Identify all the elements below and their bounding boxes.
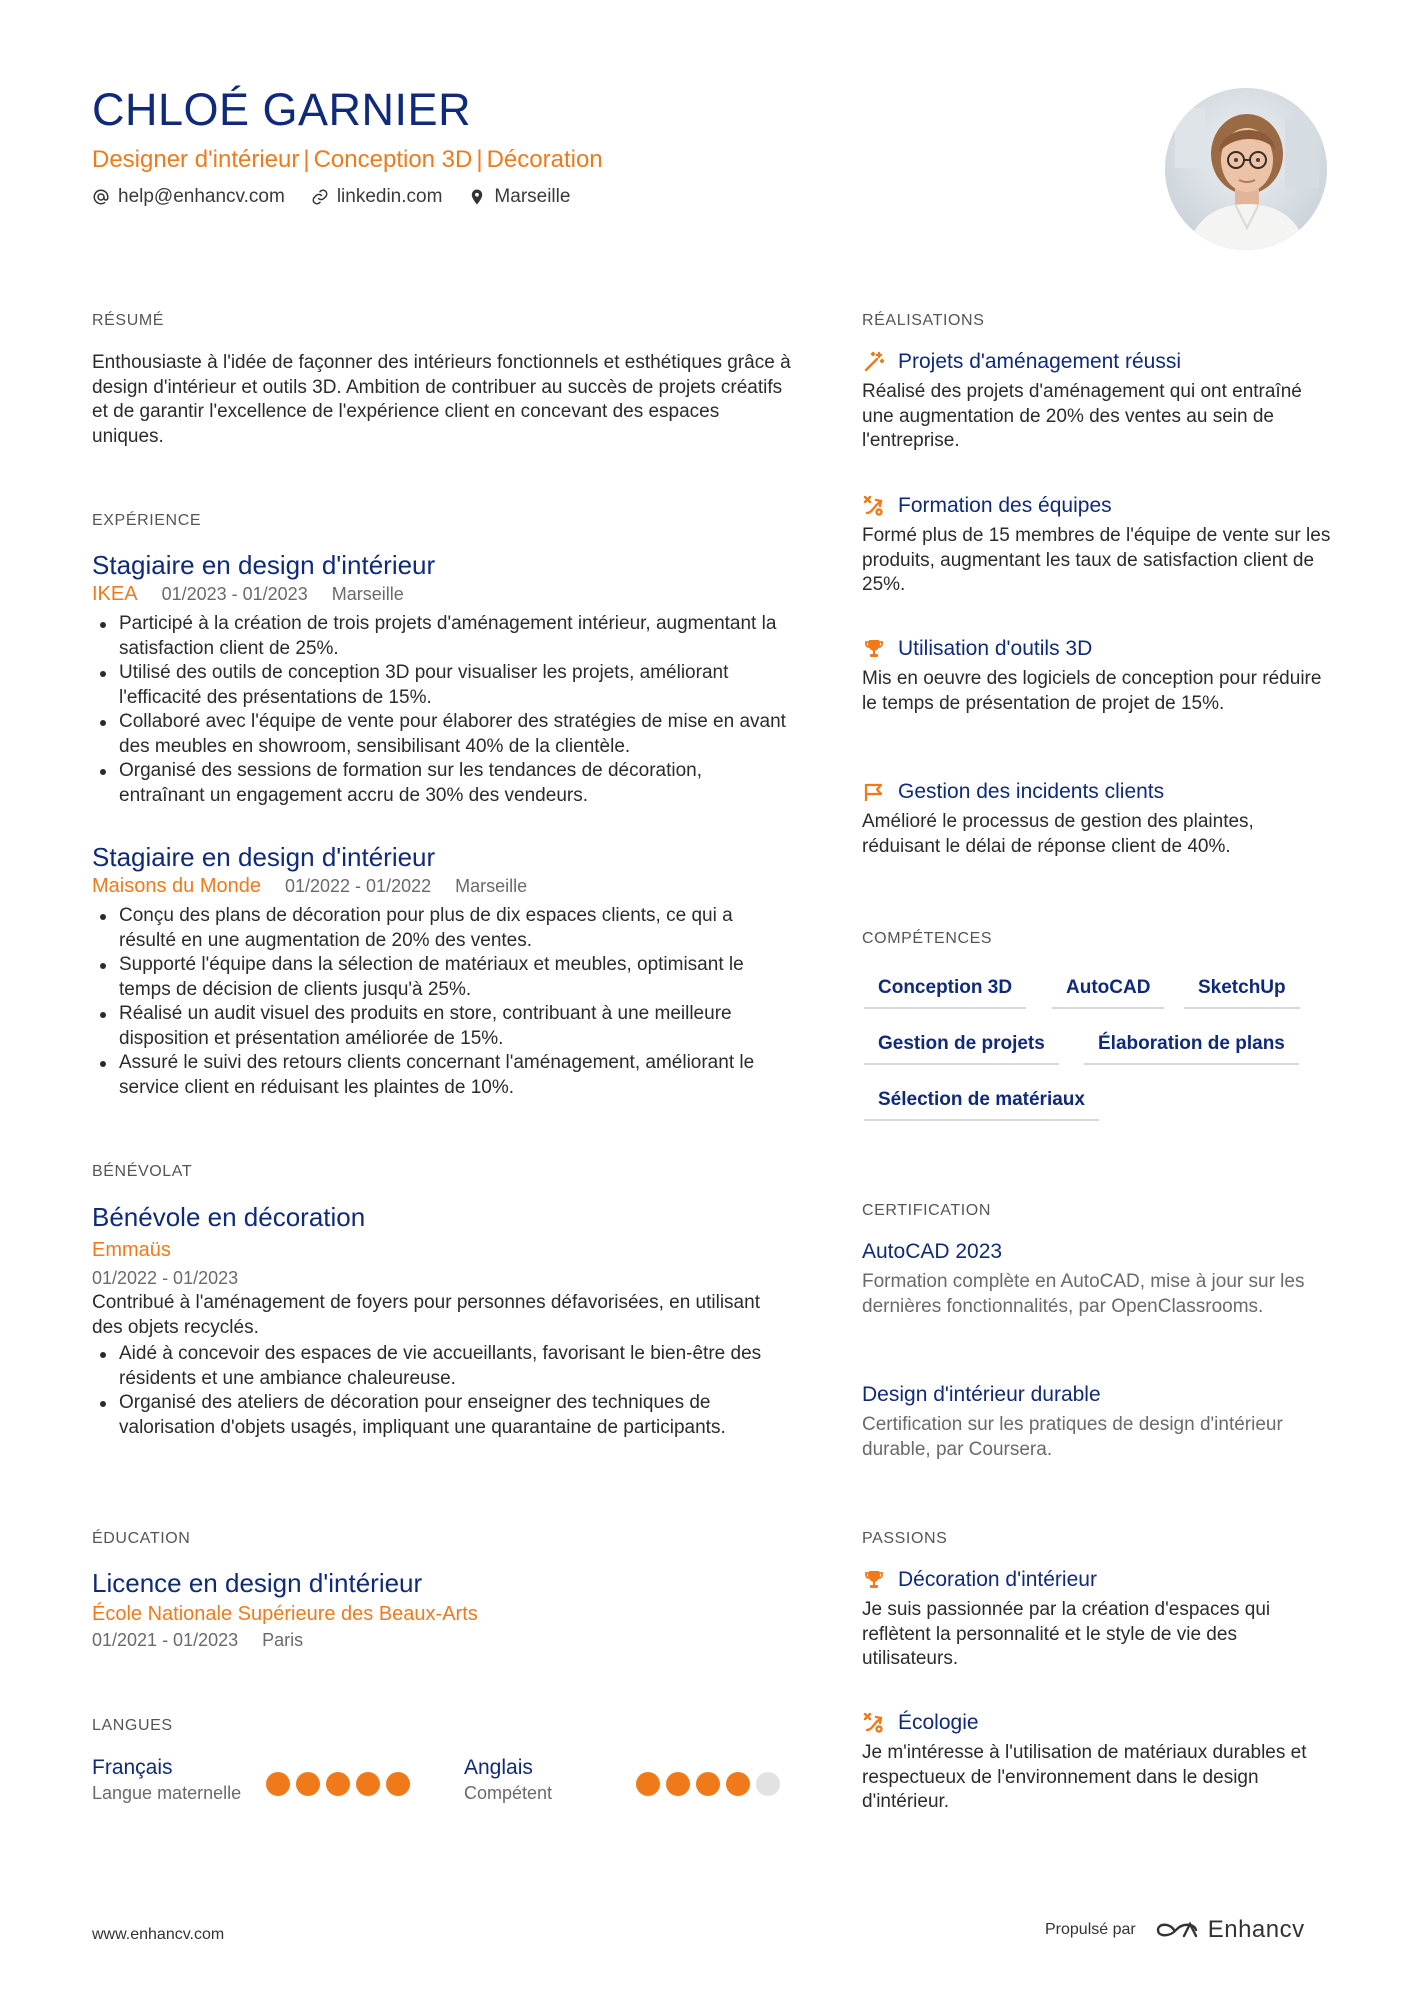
skill-tag: Élaboration de plans <box>1084 1033 1299 1065</box>
volunteer-org: Emmaüs <box>92 1239 171 1261</box>
email-text: help@enhancv.com <box>118 186 285 207</box>
skill-tag: AutoCAD <box>1052 977 1164 1009</box>
experience-meta <box>92 875 792 898</box>
certification-section-title: CERTIFICATION <box>862 1202 991 1219</box>
volunteer-item <box>92 1202 792 1440</box>
experience-dates: 01/2022 - 01/2022 <box>284 876 432 896</box>
bullet-item: Conçu des plans de décoration pour plus de dix espaces clients, ce qui a résulté en une augmentation de 20% des ventes. <box>92 904 792 953</box>
skills-section-title: COMPÉTENCES <box>862 930 993 947</box>
achievement-title: Gestion des incidents clients <box>898 780 1165 803</box>
bullet-item: Participé à la création de trois projets d'aménagement intérieur, augmentant la satisfaction client de 25%. <box>92 612 792 661</box>
experience-company: Maisons du Monde <box>92 875 261 897</box>
education-meta <box>92 1630 792 1651</box>
skill-tag: Conception 3D <box>864 977 1026 1009</box>
volunteer-description: Contribué à l'aménagement de foyers pour personnes défavorisées, en utilisant des objets recyclés. <box>92 1292 760 1338</box>
experience-bullets <box>92 904 792 1100</box>
rating-dot-empty <box>756 1772 780 1796</box>
certification-text: Formation complète en AutoCAD, mise à jour sur les dernières fonctionnalités, par OpenClassrooms. <box>862 1271 1305 1317</box>
trophy-icon <box>862 1568 886 1592</box>
skill-tag: SketchUp <box>1184 977 1300 1009</box>
profile-photo-illustration <box>1165 88 1327 250</box>
bullet-item: Supporté l'équipe dans la sélection de matériaux et meubles, optimisant le temps de décision de clients jusqu'à 25%. <box>92 953 792 1002</box>
language-level: Compétent <box>464 1783 553 1803</box>
skill-tag: Sélection de matériaux <box>864 1089 1099 1121</box>
rating-dot-filled <box>266 1772 290 1796</box>
rating-dot-filled <box>326 1772 350 1796</box>
flag-icon <box>862 780 886 804</box>
contact-linkedin[interactable] <box>311 186 443 208</box>
bullet-item: Organisé des sessions de formation sur les tendances de décoration, entraînant un engagement accru de 30% des vendeurs. <box>92 759 792 808</box>
magic-wand-icon <box>862 350 886 374</box>
location-pin-icon <box>468 188 486 206</box>
volunteer-section-title: BÉNÉVOLAT <box>92 1163 193 1180</box>
certification-title: AutoCAD 2023 <box>862 1240 1003 1263</box>
contact-location <box>468 186 570 208</box>
experience-role: Stagiaire en design d'intérieur <box>92 842 436 872</box>
experience-location: Marseille <box>331 584 404 604</box>
footer-website[interactable]: www.enhancv.com <box>92 1926 225 1943</box>
certification-item <box>862 1383 1332 1462</box>
job-title <box>92 146 603 174</box>
brand-logo[interactable] <box>1154 1916 1305 1944</box>
footer-branding <box>1045 1916 1305 1944</box>
languages-section-title: LANGUES <box>92 1717 173 1734</box>
achievement-text: Mis en oeuvre des logiciels de conception pour réduire le temps de présentation de projet de 15%. <box>862 668 1322 714</box>
volunteer-role: Bénévole en décoration <box>92 1202 366 1232</box>
achievement-item <box>862 780 1332 859</box>
bullet-item: Collaboré avec l'équipe de vente pour élaborer des stratégies de mise en avant des meubles en showroom, sensibilisant 40% de la clientèle. <box>92 710 792 759</box>
education-dates: 01/2021 - 01/2023 <box>92 1630 239 1650</box>
rating-dot-filled <box>356 1772 380 1796</box>
achievement-text: Réalisé des projets d'aménagement qui ont entraîné une augmentation de 20% des ventes au sein de l'entreprise. <box>862 381 1302 451</box>
certification-title: Design d'intérieur durable <box>862 1383 1101 1406</box>
summary-section-title: RÉSUMÉ <box>92 312 165 329</box>
passion-title: Décoration d'intérieur <box>898 1568 1097 1591</box>
passion-title: Écologie <box>898 1711 979 1734</box>
education-location: Paris <box>262 1630 304 1650</box>
trophy-icon <box>862 637 886 661</box>
experience-location: Marseille <box>455 876 528 896</box>
rating-dot-filled <box>696 1772 720 1796</box>
rating-dot-filled <box>636 1772 660 1796</box>
experience-item <box>92 842 792 1100</box>
language-rating <box>636 1772 780 1796</box>
link-icon <box>311 188 329 206</box>
rating-dot-filled <box>666 1772 690 1796</box>
volunteer-dates: 01/2022 - 01/2023 <box>92 1268 239 1288</box>
language-item <box>92 1756 242 1805</box>
achievement-item <box>862 637 1332 716</box>
linkedin-text: linkedin.com <box>336 186 443 207</box>
skill-tag: Gestion de projets <box>864 1033 1059 1065</box>
candidate-name: CHLOÉ GARNIER <box>92 84 472 135</box>
enhancv-logo-icon <box>1154 1918 1200 1942</box>
achievement-text: Amélioré le processus de gestion des plaintes, réduisant le délai de réponse client de 40%. <box>862 811 1254 857</box>
experience-dates: 01/2023 - 01/2023 <box>161 584 308 604</box>
at-icon <box>92 188 110 206</box>
experience-meta <box>92 583 792 606</box>
passion-text: Je suis passionnée par la création d'espaces qui reflètent la personnalité et le style de vie des utilisateurs. <box>862 1599 1271 1669</box>
passion-item <box>862 1711 1332 1815</box>
education-degree: Licence en design d'intérieur <box>92 1568 423 1598</box>
brand-name: Enhancv <box>1207 1916 1305 1943</box>
bullet-item: Aidé à concevoir des espaces de vie accueillants, favorisant le bien-être des résidents et une ambiance chaleureuse. <box>92 1342 792 1391</box>
bullet-item: Réalisé un audit visuel des produits en store, contribuant à une meilleure disposition et présentation améliorée de 15%. <box>92 1002 792 1051</box>
achievements-section-title: RÉALISATIONS <box>862 312 985 329</box>
bullet-item: Organisé des ateliers de décoration pour enseigner des techniques de valorisation d'objets usagés, impliquant une quarantaine de participants. <box>92 1391 792 1440</box>
language-name: Anglais <box>464 1756 533 1779</box>
achievement-title: Projets d'aménagement réussi <box>898 350 1181 373</box>
profile-photo <box>1165 88 1327 250</box>
experience-role: Stagiaire en design d'intérieur <box>92 550 436 580</box>
experience-company: IKEA <box>92 583 138 605</box>
strategy-icon <box>862 1711 886 1735</box>
achievement-item <box>862 494 1332 598</box>
title-separator: | <box>476 146 483 173</box>
experience-section-title: EXPÉRIENCE <box>92 512 202 529</box>
title-part-2: Conception 3D <box>313 146 473 173</box>
passion-text: Je m'intéresse à l'utilisation de matériaux durables et respectueux de l'environnement dans le design d'intérieur. <box>862 1742 1307 1812</box>
language-item <box>464 1756 614 1805</box>
education-school: École Nationale Supérieure des Beaux-Arts <box>92 1603 478 1625</box>
bullet-item: Assuré le suivi des retours clients concernant l'aménagement, améliorant le service client en réduisant les plaintes de 10%. <box>92 1051 792 1100</box>
rating-dot-filled <box>296 1772 320 1796</box>
language-level: Langue maternelle <box>92 1783 242 1803</box>
experience-item <box>92 550 792 808</box>
strategy-icon <box>862 494 886 518</box>
achievement-item <box>862 350 1332 454</box>
experience-bullets <box>92 612 792 808</box>
education-item <box>92 1568 792 1651</box>
achievement-text: Formé plus de 15 membres de l'équipe de vente sur les produits, augmentant les taux de satisfaction client de 25%. <box>862 525 1331 595</box>
education-section-title: ÉDUCATION <box>92 1530 191 1547</box>
summary-text: Enthousiaste à l'idée de façonner des intérieurs fonctionnels et esthétiques grâce à design d'intérieur et outils 3D. Ambition de contribuer au succès de projets créatifs et de garantir l'excellence de l'expérience client en concevant des espaces uniques. <box>92 352 791 447</box>
title-part-1: Designer d'intérieur <box>92 146 300 173</box>
certification-text: Certification sur les pratiques de design d'intérieur durable, par Coursera. <box>862 1414 1283 1460</box>
achievement-title: Formation des équipes <box>898 494 1112 517</box>
certification-item <box>862 1240 1332 1319</box>
powered-by-label: Propulsé par <box>1045 1921 1136 1938</box>
passions-section-title: PASSIONS <box>862 1530 948 1547</box>
volunteer-bullets <box>92 1342 792 1440</box>
language-name: Français <box>92 1756 173 1779</box>
contact-email[interactable] <box>92 186 285 208</box>
passion-item <box>862 1568 1332 1672</box>
achievement-title: Utilisation d'outils 3D <box>898 637 1093 660</box>
rating-dot-filled <box>386 1772 410 1796</box>
bullet-item: Utilisé des outils de conception 3D pour visualiser les projets, améliorant l'efficacité des présentations de 15%. <box>92 661 792 710</box>
location-text: Marseille <box>494 186 571 207</box>
contact-bar <box>92 186 570 208</box>
title-separator: | <box>303 146 310 173</box>
title-part-3: Décoration <box>486 146 603 173</box>
language-rating <box>266 1772 410 1796</box>
rating-dot-filled <box>726 1772 750 1796</box>
